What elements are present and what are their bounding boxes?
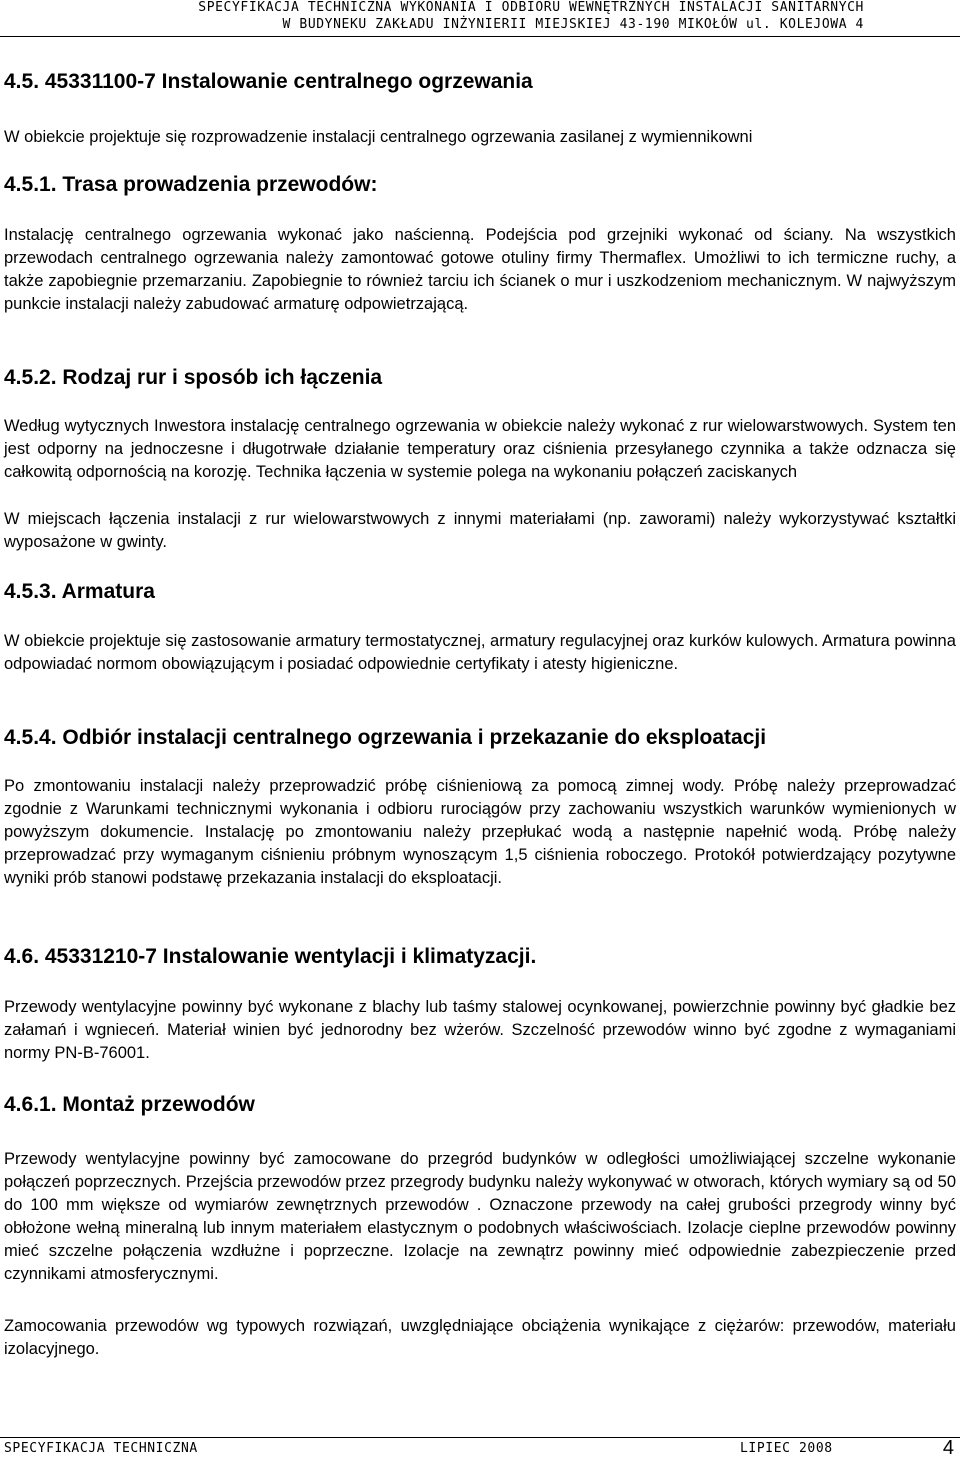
section-4-5-2-body-2: W miejscach łączenia instalacji z rur wielowarstwowych z innymi materiałami (np. zaworami) należy wykorzystywać kształtki wyposażone w gwinty.	[4, 510, 956, 551]
section-title-4-5-4: 4.5.4. Odbiór instalacji centralnego ogrzewania i przekazanie do eksploatacji	[4, 726, 767, 749]
section-title-4-5-2: 4.5.2. Rodzaj rur i sposób ich łączenia	[4, 366, 383, 389]
footer-date: LIPIEC 2008	[740, 1441, 833, 1456]
running-header-line-1: SPECYFIKACJA TECHNICZNA WYKONANIA I ODBIORU WEWNĘTRZNYCH INSTALACJI SANITARNYCH	[198, 0, 864, 15]
section-title-4-6: 4.6. 45331210-7 Instalowanie wentylacji i klimatyzacji.	[4, 945, 537, 968]
section-title-4-5-3: 4.5.3. Armatura	[4, 580, 155, 603]
section-4-5-3-body: W obiekcie projektuje się zastosowanie armatury termostatycznej, armatury regulacyjnej oraz kurków kulowych. Armatura powinna odpowiadać normom obowiązującym i posiadać odpowiednie certyfikaty i atesty higieniczne.	[4, 632, 956, 673]
footer-divider	[0, 1437, 960, 1438]
section-title-4-5: 4.5. 45331100-7 Instalowanie centralnego ogrzewania	[4, 70, 533, 93]
section-4-5-intro: W obiekcie projektuje się rozprowadzenie instalacji centralnego ogrzewania zasilanej z wymiennikowni	[4, 128, 753, 146]
page-number: 4	[942, 1437, 954, 1459]
section-title-4-6-1: 4.6.1. Montaż przewodów	[4, 1093, 255, 1116]
section-4-5-2-body: Według wytycznych Inwestora instalację centralnego ogrzewania w obiekcie należy wykonać z rur wielowarstwowych. System ten jest odporny na jednoczesne i długotrwałe działanie temperatury oraz ciśnienia przesyłanego czynnika a także odznacza się całkowitą odpornością na korozję. Technika łączenia w systemie polega na wykonaniu połączeń zaciskanych	[4, 417, 956, 481]
section-4-6-body: Przewody wentylacyjne powinny być wykonane z blachy lub taśmy stalowej ocynkowanej, powierzchnie powinny być gładkie bez załamań i wgnieceń. Materiał winien być jednorodny bez wżerów. Szczelność przewodów winno być zgodne z wymaganiami normy PN-B-76001.	[4, 998, 956, 1062]
running-header-line-2: W BUDYNEKU ZAKŁADU INŻYNIERII MIEJSKIEJ 43-190 MIKOŁÓW ul. KOLEJOWA 4	[282, 17, 864, 32]
header-divider	[0, 36, 960, 37]
section-title-4-5-1: 4.5.1. Trasa prowadzenia przewodów:	[4, 173, 378, 196]
section-4-6-1-body: Przewody wentylacyjne powinny być zamocowane do przegród budynków w odległości umożliwiającej szczelne wykonanie połączeń poprzecznych. Przejścia przewodów przez przegrody budynku należy wykonywać w otworach, których wymiary są od 50 do 100 mm większe od wymiarów zewnętrznych przewodów . Oznaczone przewody na całej grubości przegrody winny być obłożone wełną mineralną lub innym materiałem elastycznym o podobnych właściwościach. Izolacje cieplne przewodów powinny mieć szczelne połączenia wzdłużne i poprzeczne. Izolacje na zewnątrz powinny mieć odpowiednie zabezpieczenie przed czynnikami atmosferycznymi.	[4, 1150, 956, 1283]
section-4-5-4-body: Po zmontowaniu instalacji należy przeprowadzić próbę ciśnieniową za pomocą zimnej wody. Próbę należy przeprowadzać zgodnie z Warunkami technicznymi wykonania i odbioru rurociągów przy zachowaniu wszystkich warunków wymienionych w powyższym dokumencie. Instalację po zmontowaniu należy przepłukać wodą a następnie napełnić wodą. Próbę należy przeprowadzać przy wymaganym ciśnieniu próbnym wynoszącym 1,5 ciśnienia roboczego. Protokół potwierdzający pozytywne wyniki prób stanowi podstawę przekazania instalacji do eksploatacji.	[4, 777, 956, 887]
section-4-6-1-body-2: Zamocowania przewodów wg typowych rozwiązań, uwzględniające obciążenia wynikające z ciężarów: przewodów, materiału izolacyjnego.	[4, 1317, 956, 1358]
footer-title: SPECYFIKACJA TECHNICZNA	[4, 1441, 198, 1456]
section-4-5-1-body: Instalację centralnego ogrzewania wykonać jako naścienną. Podejścia pod grzejniki wykonać od ściany. Na wszystkich przewodach centralnego ogrzewania należy zamontować gotowe otuliny firmy Thermaflex. Umożliwi to ich termiczne ruchy, a także zapobiegnie przemarzaniu. Zapobiegnie to również tarciu ich ścianek o mur i uszkodzeniom mechanicznym. W najwyższym punkcie instalacji należy zabudować armaturę odpowietrzającą.	[4, 226, 956, 313]
